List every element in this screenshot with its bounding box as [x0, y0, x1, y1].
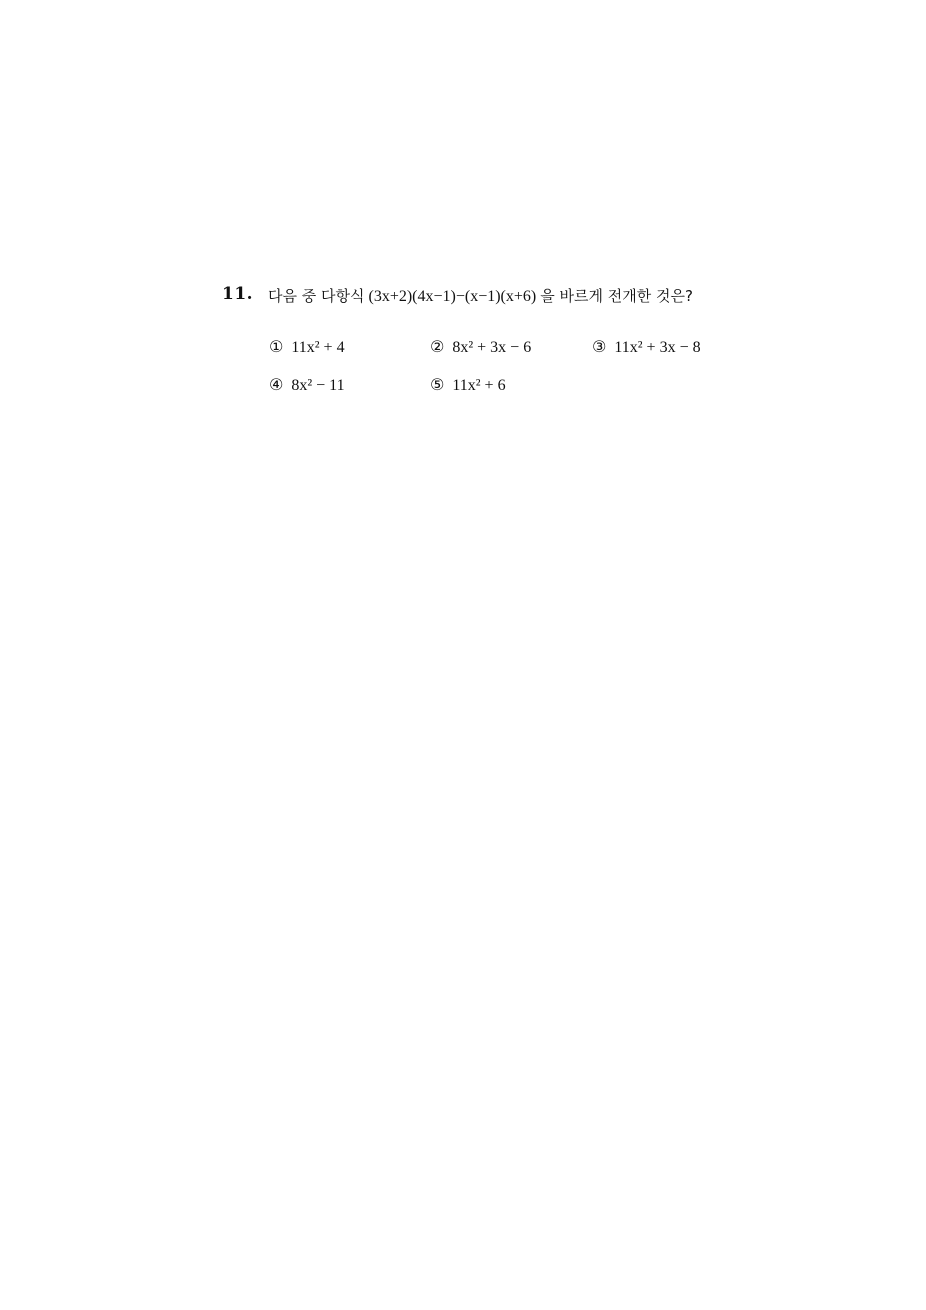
question-expression: (3x+2)(4x−1)−(x−1)(x+6)	[368, 288, 537, 305]
choice-5-marker: ⑤	[430, 375, 445, 394]
choice-1-text: 11x² + 4	[291, 339, 345, 356]
choice-1-marker: ①	[269, 337, 284, 356]
choice-4-text: 8x² − 11	[291, 377, 345, 394]
choice-2[interactable]	[430, 337, 531, 359]
question-prefix: 다음 중 다항식	[268, 287, 365, 305]
choice-5[interactable]	[430, 375, 506, 397]
question-11	[222, 284, 782, 310]
choice-4[interactable]	[269, 375, 345, 397]
question-suffix: 을 바르게 전개한 것은?	[540, 287, 693, 305]
choice-3-marker: ③	[592, 337, 607, 356]
choice-2-marker: ②	[430, 337, 445, 356]
choice-2-text: 8x² + 3x − 6	[452, 339, 532, 356]
question-number: 11.	[222, 284, 254, 304]
choice-3[interactable]	[592, 337, 701, 359]
question-stem	[268, 285, 693, 306]
choice-3-text: 11x² + 3x − 8	[614, 339, 701, 356]
choice-1[interactable]	[269, 337, 345, 359]
choice-5-text: 11x² + 6	[452, 377, 506, 394]
choice-4-marker: ④	[269, 375, 284, 394]
